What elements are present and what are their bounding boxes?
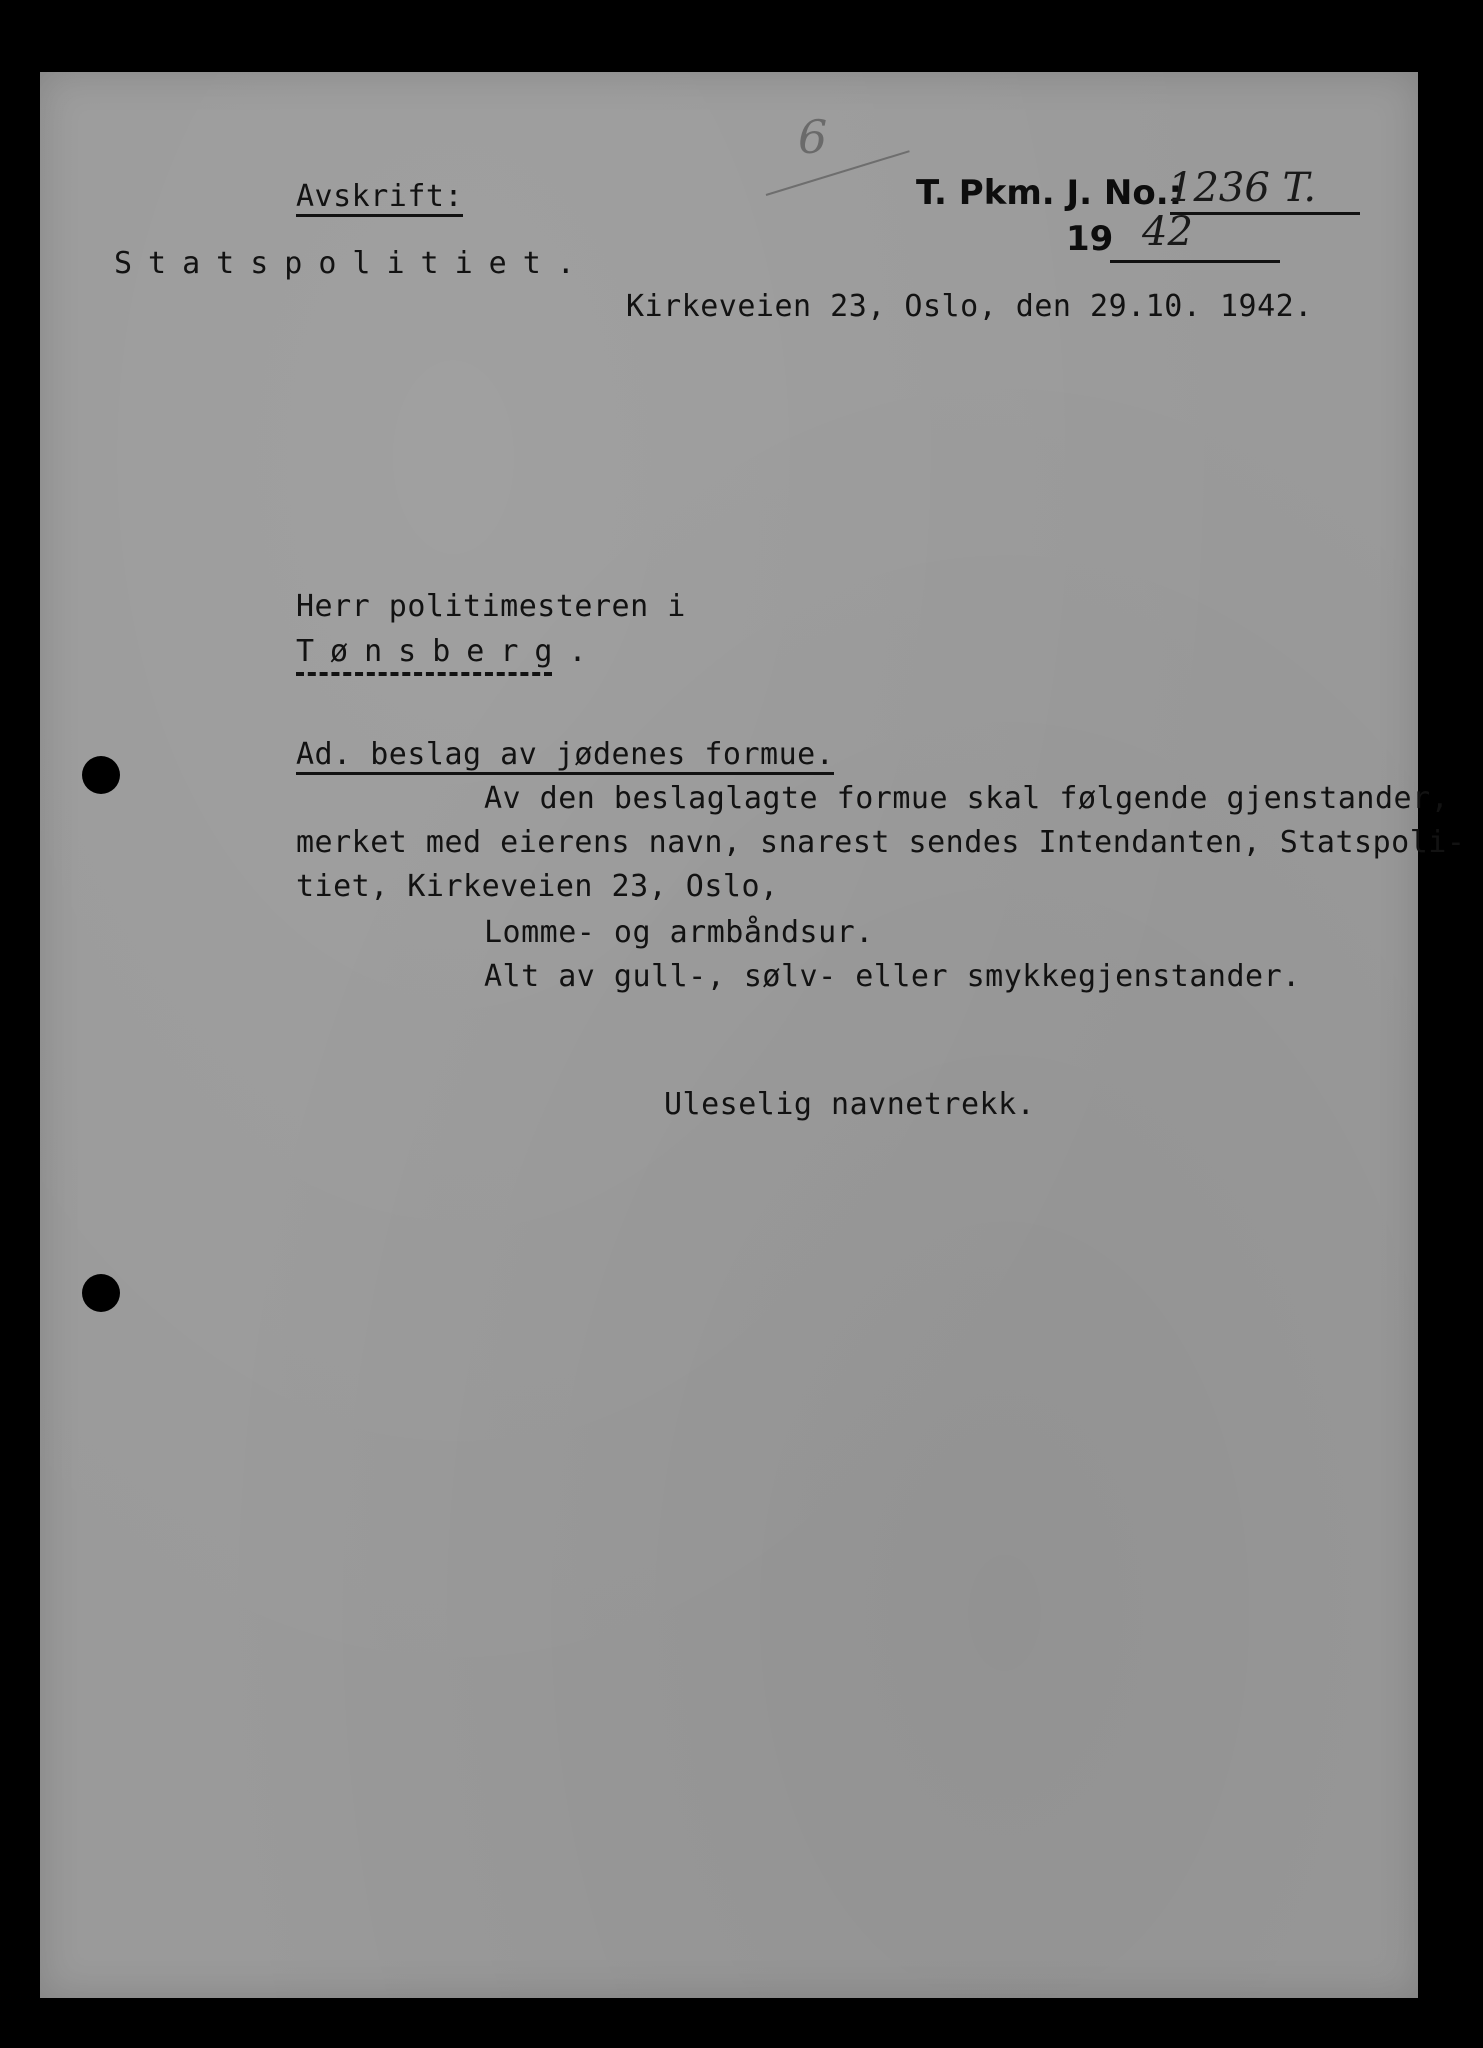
journal-number-rule xyxy=(1170,212,1360,215)
copy-label: Avskrift: xyxy=(296,182,463,217)
pencil-mark: 6 xyxy=(798,110,828,164)
sender-name: Statspolitiet. xyxy=(114,246,591,281)
journal-stamp-prefix: T. Pkm. J. No.: xyxy=(916,173,1183,213)
recipient-line-2: Tønsberg. xyxy=(296,634,603,669)
address-date-line: Kirkeveien 23, Oslo, den 29.10. 1942. xyxy=(626,289,1313,324)
journal-number: 1236 T. xyxy=(1168,165,1317,211)
recipient-dashed-rule xyxy=(296,672,552,676)
body-line-1: Av den beslaglagte formue skal følgende gjenstander, xyxy=(484,781,1450,816)
body-line-3: tiet, Kirkeveien 23, Oslo, xyxy=(296,869,779,904)
pencil-stroke xyxy=(766,150,910,196)
recipient-line-1: Herr politimesteren i xyxy=(296,589,686,624)
journal-year-rule xyxy=(1110,260,1280,263)
body-item-1: Lomme- og armbåndsur. xyxy=(484,915,874,950)
signature-note: Uleselig navnetrekk. xyxy=(664,1087,1036,1122)
punch-hole-upper xyxy=(82,756,120,794)
body-item-2: Alt av gull-, sølv- eller smykkegjenstander. xyxy=(484,959,1301,994)
subject-line: Ad. beslag av jødenes formue. xyxy=(296,740,834,775)
journal-year-prefix: 19 xyxy=(1066,219,1114,259)
punch-hole-lower xyxy=(82,1274,120,1312)
document-page xyxy=(40,72,1466,1998)
body-line-2: merket med eierens navn, snarest sendes Intendanten, Statspoli- xyxy=(296,825,1466,860)
journal-year-suffix: 42 xyxy=(1142,209,1193,255)
